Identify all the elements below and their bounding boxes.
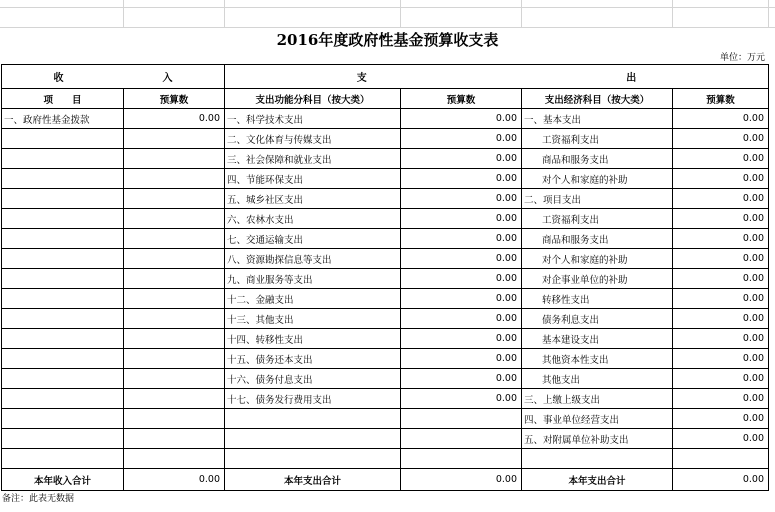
econ-item-cell[interactable]: 四、事业单位经营支出 (522, 409, 673, 429)
econ-value-cell[interactable]: 0.00 (673, 169, 769, 189)
table-row (2, 289, 769, 309)
func-value-cell[interactable]: 0.00 (401, 389, 522, 409)
table-row (2, 429, 769, 449)
func-item-cell[interactable]: 三、社会保障和就业支出 (225, 149, 401, 169)
func-item-cell[interactable] (225, 429, 401, 449)
func-value-cell[interactable] (401, 449, 522, 469)
func-item-cell[interactable] (225, 449, 401, 469)
expense-section-cell[interactable] (225, 65, 769, 89)
func-value-cell[interactable]: 0.00 (401, 329, 522, 349)
econ-value-cell[interactable]: 0.00 (673, 109, 769, 129)
table-row (2, 309, 769, 329)
income-value-cell[interactable] (124, 209, 225, 229)
func-item-cell[interactable]: 二、文化体育与传媒支出 (225, 129, 401, 149)
income-item-cell[interactable] (2, 229, 124, 249)
econ-value-cell[interactable]: 0.00 (673, 369, 769, 389)
func-item-cell[interactable]: 十五、债务还本支出 (225, 349, 401, 369)
table-row (2, 129, 769, 149)
econ-item-cell[interactable]: 二、项目支出 (522, 189, 673, 209)
column-header-row (2, 89, 769, 109)
func-value-cell[interactable]: 0.00 (401, 369, 522, 389)
income-section-cell[interactable] (2, 65, 225, 89)
econ-value-cell[interactable]: 0.00 (673, 309, 769, 329)
table-row (2, 169, 769, 189)
income-value-cell[interactable] (124, 149, 225, 169)
func-item-cell[interactable]: 八、资源勘探信息等支出 (225, 249, 401, 269)
income-item-cell[interactable] (2, 169, 124, 189)
econ-item-cell[interactable]: 对企事业单位的补助 (522, 269, 673, 289)
econ-value-cell[interactable]: 0.00 (673, 269, 769, 289)
func-item-cell[interactable] (225, 409, 401, 429)
func-item-cell[interactable]: 十四、转移性支出 (225, 329, 401, 349)
income-value-cell[interactable] (124, 169, 225, 189)
econ-item-cell[interactable]: 工资福利支出 (522, 129, 673, 149)
func-item-cell[interactable]: 四、节能环保支出 (225, 169, 401, 189)
income-value-cell[interactable] (124, 129, 225, 149)
func-item-cell[interactable]: 九、商业服务等支出 (225, 269, 401, 289)
econ-value-cell[interactable]: 0.00 (673, 289, 769, 309)
header-item[interactable]: 项 目 (2, 89, 124, 109)
income-item-cell[interactable] (2, 389, 124, 409)
header-econ-class[interactable]: 支出经济科目（按大类） (522, 89, 673, 109)
header-budget-income[interactable]: 预算数 (124, 89, 225, 109)
spreadsheet-grid-lines (0, 0, 775, 28)
econ-value-cell[interactable]: 0.00 (673, 149, 769, 169)
func-value-cell[interactable]: 0.00 (401, 349, 522, 369)
econ-item-cell[interactable]: 其他资本性支出 (522, 349, 673, 369)
econ-item-cell[interactable]: 转移性支出 (522, 289, 673, 309)
totals-row (2, 469, 769, 491)
econ-total-label[interactable]: 本年支出合计 (522, 469, 673, 491)
econ-value-cell[interactable]: 0.00 (673, 329, 769, 349)
table-row (2, 209, 769, 229)
income-value-cell[interactable]: 0.00 (124, 109, 225, 129)
econ-item-cell[interactable]: 三、上缴上级支出 (522, 389, 673, 409)
func-item-cell[interactable]: 六、农林水支出 (225, 209, 401, 229)
func-value-cell[interactable] (401, 409, 522, 429)
func-value-cell[interactable]: 0.00 (401, 269, 522, 289)
econ-item-cell[interactable]: 商品和服务支出 (522, 229, 673, 249)
econ-item-cell[interactable] (522, 449, 673, 469)
header-budget-econ[interactable]: 预算数 (673, 89, 769, 109)
income-value-cell[interactable] (124, 369, 225, 389)
income-value-cell[interactable] (124, 329, 225, 349)
income-value-cell[interactable] (124, 389, 225, 409)
income-item-cell[interactable] (2, 409, 124, 429)
econ-value-cell[interactable]: 0.00 (673, 229, 769, 249)
income-item-cell[interactable] (2, 249, 124, 269)
income-value-cell[interactable] (124, 189, 225, 209)
func-item-cell[interactable]: 七、交通运输支出 (225, 229, 401, 249)
table-row (2, 189, 769, 209)
table-row (2, 149, 769, 169)
income-item-cell[interactable] (2, 129, 124, 149)
income-item-cell[interactable] (2, 329, 124, 349)
func-item-cell[interactable]: 十六、债务付息支出 (225, 369, 401, 389)
func-item-cell[interactable]: 十三、其他支出 (225, 309, 401, 329)
income-item-cell[interactable] (2, 309, 124, 329)
econ-item-cell[interactable]: 商品和服务支出 (522, 149, 673, 169)
income-value-cell[interactable] (124, 309, 225, 329)
econ-item-cell[interactable]: 对个人和家庭的补助 (522, 249, 673, 269)
econ-value-cell[interactable]: 0.00 (673, 349, 769, 369)
func-value-cell[interactable]: 0.00 (401, 109, 522, 129)
func-value-cell[interactable]: 0.00 (401, 149, 522, 169)
econ-value-cell[interactable]: 0.00 (673, 389, 769, 409)
income-item-cell[interactable] (2, 269, 124, 289)
income-value-cell[interactable] (124, 429, 225, 449)
func-total-label[interactable]: 本年支出合计 (225, 469, 401, 491)
table-row (2, 109, 769, 129)
econ-item-cell[interactable]: 基本建设支出 (522, 329, 673, 349)
econ-value-cell[interactable] (673, 449, 769, 469)
econ-item-cell[interactable]: 其他支出 (522, 369, 673, 389)
func-value-cell[interactable]: 0.00 (401, 209, 522, 229)
page-title: 2016年度政府性基金预算收支表 (276, 31, 499, 49)
table-row (2, 389, 769, 409)
table-row (2, 229, 769, 249)
unit-label: 单位：万元 (719, 53, 765, 63)
income-total-label[interactable]: 本年收入合计 (2, 469, 124, 491)
func-value-cell[interactable]: 0.00 (401, 289, 522, 309)
income-item-cell[interactable]: 一、政府性基金拨款 (2, 109, 124, 129)
econ-item-cell[interactable]: 工资福利支出 (522, 209, 673, 229)
table-row (2, 349, 769, 369)
func-item-cell[interactable]: 一、科学技术支出 (225, 109, 401, 129)
income-value-cell[interactable] (124, 269, 225, 289)
func-item-cell[interactable]: 十七、债务发行费用支出 (225, 389, 401, 409)
budget-table (1, 64, 769, 491)
func-value-cell[interactable]: 0.00 (401, 189, 522, 209)
econ-item-cell[interactable]: 对个人和家庭的补助 (522, 169, 673, 189)
func-value-cell[interactable]: 0.00 (401, 129, 522, 149)
header-func-class[interactable]: 支出功能分科目（按大类） (225, 89, 401, 109)
income-item-cell[interactable] (2, 289, 124, 309)
econ-value-cell[interactable]: 0.00 (673, 129, 769, 149)
income-item-cell[interactable] (2, 429, 124, 449)
income-item-cell[interactable] (2, 449, 124, 469)
income-item-cell[interactable] (2, 149, 124, 169)
income-item-cell[interactable] (2, 369, 124, 389)
income-section-right: 入 (162, 73, 173, 84)
econ-value-cell[interactable]: 0.00 (673, 249, 769, 269)
econ-item-cell[interactable]: 五、对附属单位补助支出 (522, 429, 673, 449)
section-header-row (2, 65, 769, 89)
table-row (2, 249, 769, 269)
income-value-cell[interactable] (124, 289, 225, 309)
table-row (2, 269, 769, 289)
func-item-cell[interactable]: 十二、金融支出 (225, 289, 401, 309)
func-total-value[interactable]: 0.00 (401, 469, 522, 491)
func-item-cell[interactable]: 五、城乡社区支出 (225, 189, 401, 209)
header-budget-func[interactable]: 预算数 (401, 89, 522, 109)
econ-total-value[interactable]: 0.00 (673, 469, 769, 491)
table-row (2, 449, 769, 469)
func-value-cell[interactable]: 0.00 (401, 229, 522, 249)
econ-value-cell[interactable]: 0.00 (673, 209, 769, 229)
econ-value-cell[interactable]: 0.00 (673, 429, 769, 449)
expense-section-left: 支 (356, 73, 367, 84)
income-section-left: 收 (53, 73, 64, 84)
econ-item-cell[interactable]: 一、基本支出 (522, 109, 673, 129)
income-value-cell[interactable] (124, 349, 225, 369)
econ-item-cell[interactable]: 债务利息支出 (522, 309, 673, 329)
func-value-cell[interactable]: 0.00 (401, 249, 522, 269)
income-value-cell[interactable] (124, 409, 225, 429)
income-item-cell[interactable] (2, 349, 124, 369)
func-value-cell[interactable]: 0.00 (401, 309, 522, 329)
income-total-value[interactable]: 0.00 (124, 469, 225, 491)
econ-value-cell[interactable]: 0.00 (673, 409, 769, 429)
income-value-cell[interactable] (124, 249, 225, 269)
econ-value-cell[interactable]: 0.00 (673, 189, 769, 209)
table-row (2, 409, 769, 429)
income-item-cell[interactable] (2, 189, 124, 209)
income-value-cell[interactable] (124, 449, 225, 469)
table-row (2, 329, 769, 349)
func-value-cell[interactable]: 0.00 (401, 169, 522, 189)
footnote: 备注：此表无数据 (2, 494, 75, 504)
expense-section-right: 出 (626, 73, 637, 84)
income-value-cell[interactable] (124, 229, 225, 249)
income-item-cell[interactable] (2, 209, 124, 229)
table-row (2, 369, 769, 389)
func-value-cell[interactable] (401, 429, 522, 449)
